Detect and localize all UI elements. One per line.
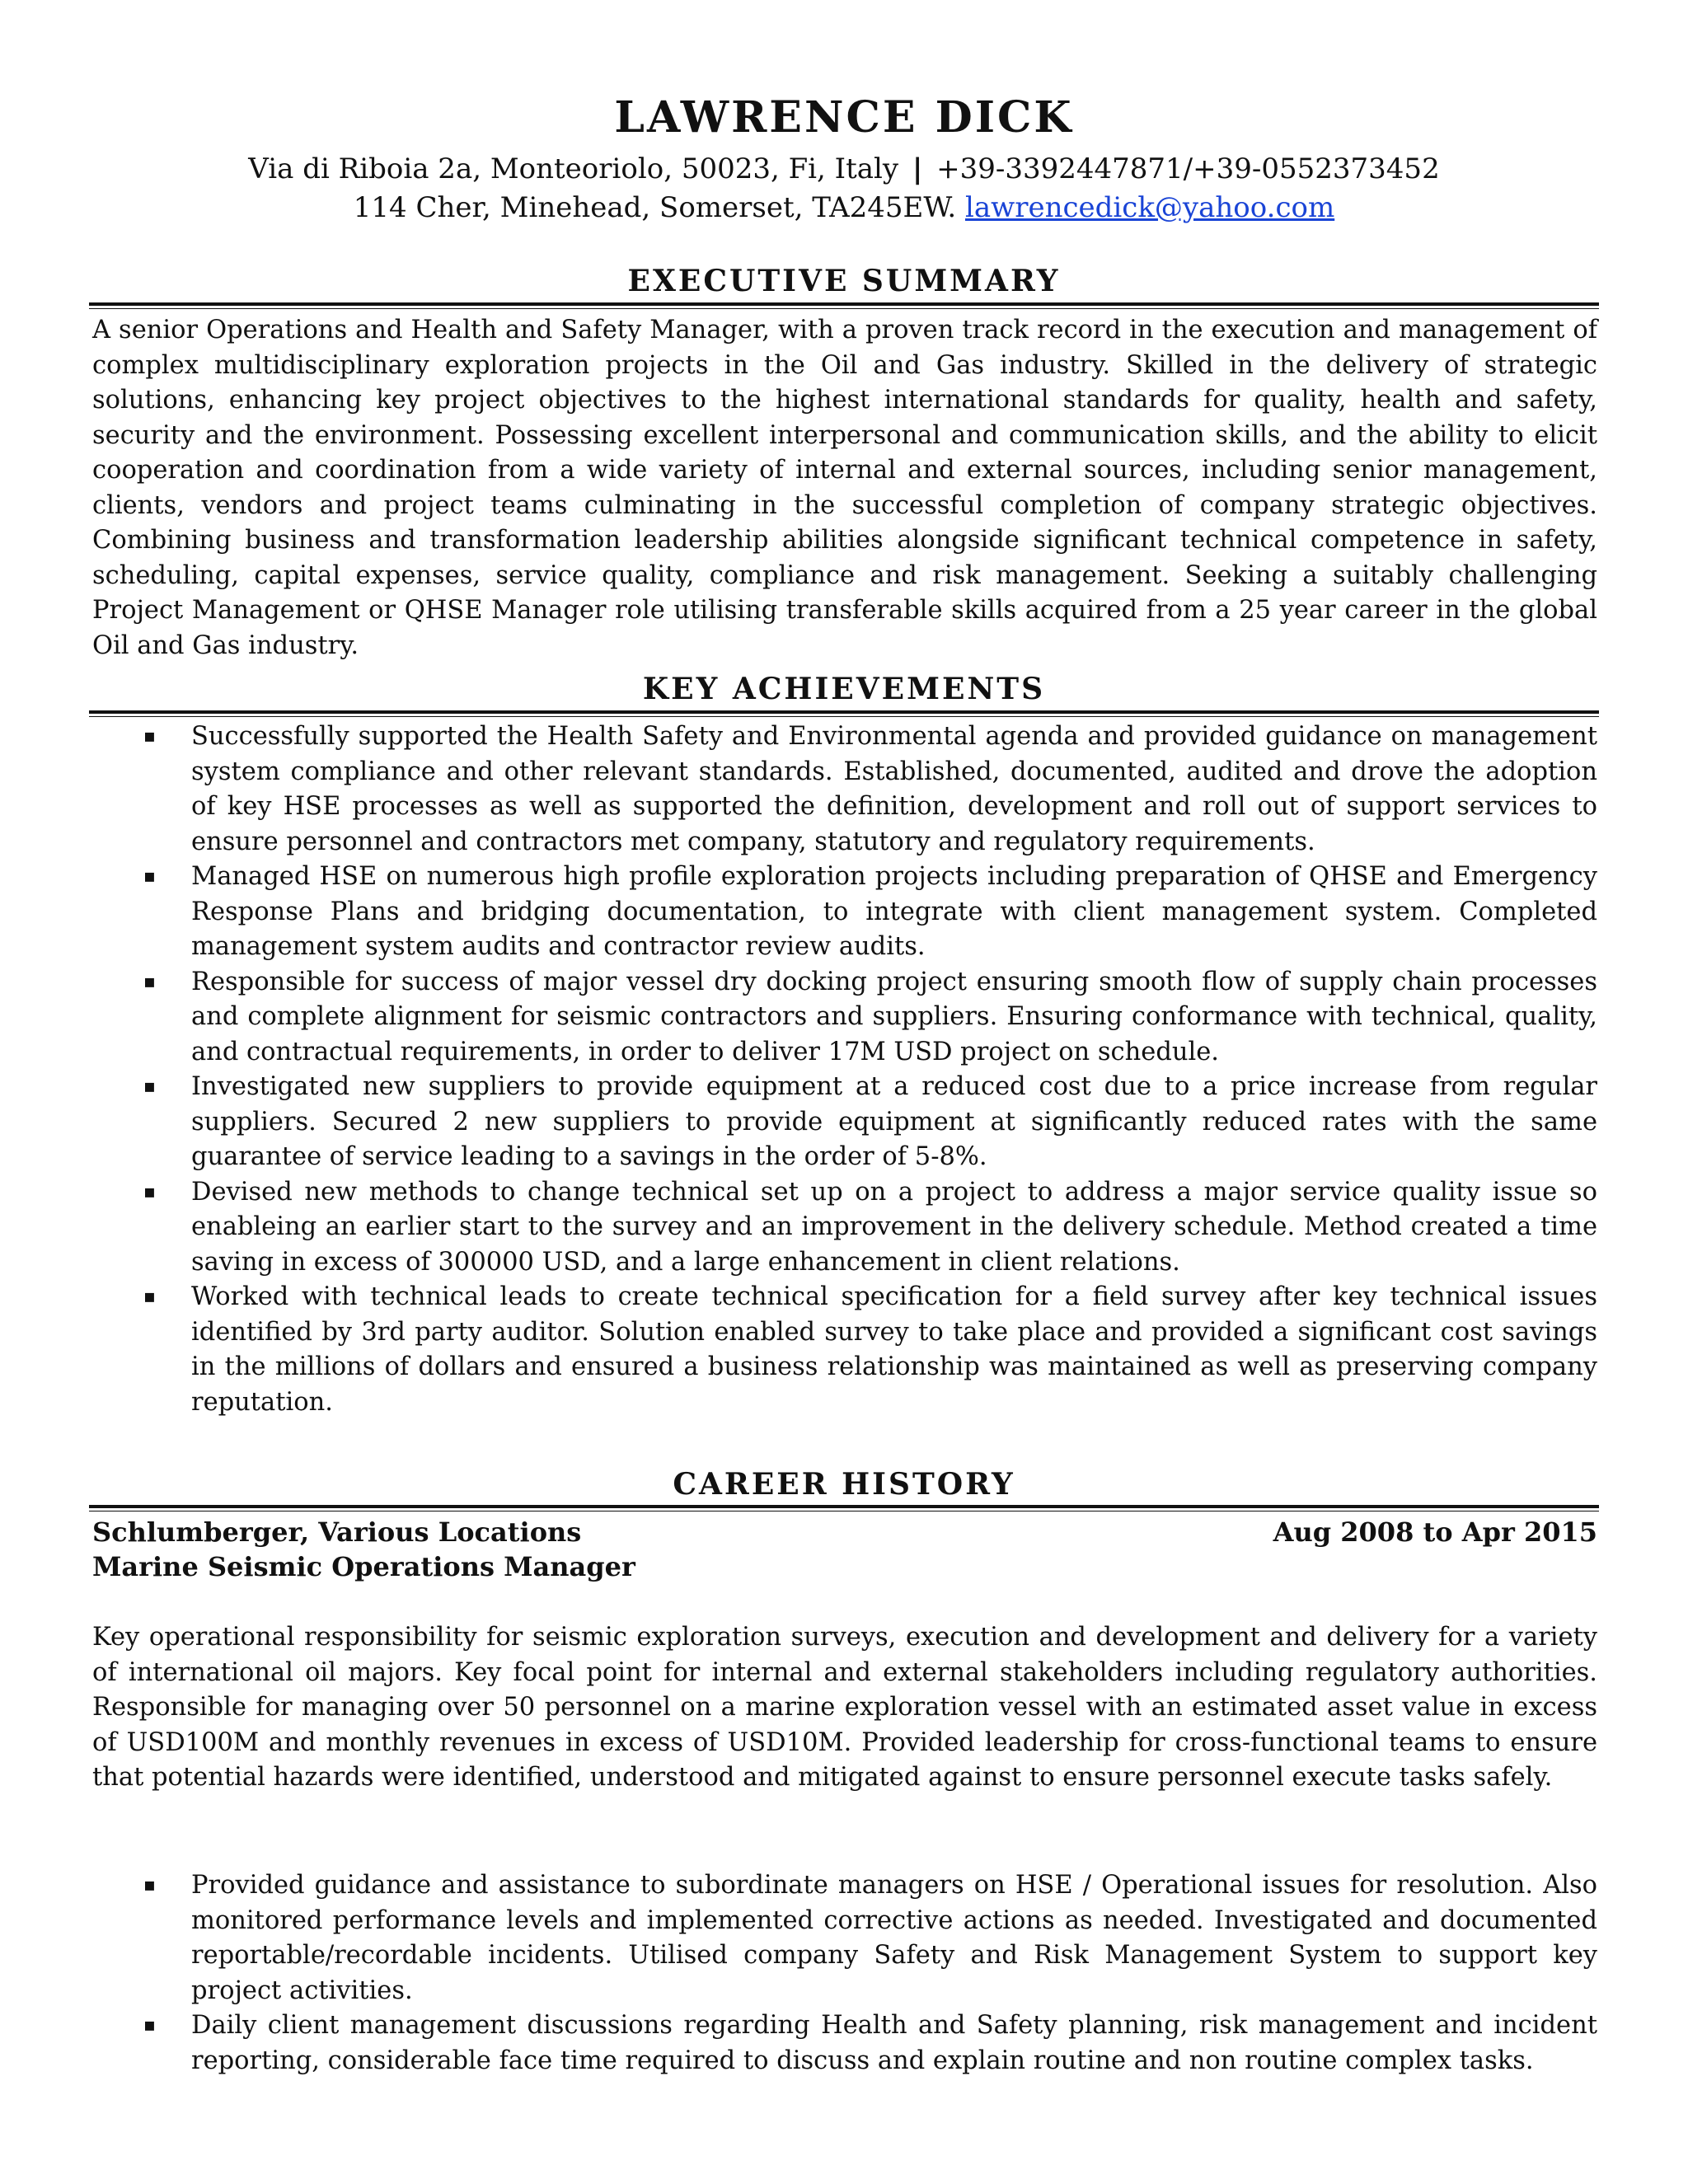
bullet-icon: ▪ (143, 971, 156, 992)
list-item (92, 1070, 1597, 1175)
achievement-text: Successfully supported the Health Safety and Environmental agenda and provided guidance on management system compliance and other relevant standards. Established, documented, audited and drove the adoption of key HSE processes as well as supported the definition, development and roll out of support services to ensure personnel and contractors met company, statutory and regulatory requirements. (191, 722, 1597, 856)
bullet-icon: ▪ (143, 1875, 156, 1896)
list-item (92, 1868, 1597, 2008)
list-item (92, 719, 1597, 860)
section-rule (89, 710, 1599, 717)
contact-line-1 (0, 150, 1688, 188)
bullet-icon: ▪ (143, 1181, 156, 1202)
email-link[interactable]: lawrencedick@yahoo.com (964, 191, 1335, 224)
list-item (92, 2008, 1597, 2079)
bullet-icon: ▪ (143, 2015, 156, 2036)
achievement-text: Worked with technical leads to create technical specification for a field survey after key technical issues identified by 3rd party auditor. Solution enabled survey to take place and provided a significant cost savings in the millions of dollars and ensured a business relationship was maintained as well as preserving company reputation. (191, 1282, 1597, 1417)
section-rule (89, 1505, 1599, 1511)
job-description: Key operational responsibility for seismic exploration surveys, execution and development and delivery for a variety of international oil majors. Key focal point for internal and external stakeholders including regulatory authorities. Responsible for managing over 50 personnel on a marine exploration vessel with an estimated asset value in excess of USD100M and monthly revenues in excess of USD10M. Provided leadership for cross-functional teams to ensure that potential hazards were identified, understood and mitigated against to ensure personnel execute tasks safely. (92, 1623, 1597, 1792)
achievement-text: Managed HSE on numerous high profile exploration projects including preparation of QHSE and Emergency Response Plans and bridging documentation, to integrate with client management system. Completed management system audits and contractor review audits. (191, 862, 1597, 961)
achievement-text: Responsible for success of major vessel dry docking project ensuring smooth flow of supply chain processes and complete alignment for seismic contractors and suppliers. Ensuring conformance with technical, quality, and contractual requirements, in order to deliver 17M USD project on schedule. (191, 967, 1597, 1066)
contact-line-2 (0, 189, 1688, 227)
achievements-list (92, 719, 1597, 1420)
section-rule (89, 302, 1599, 309)
list-item (92, 860, 1597, 965)
achievement-text: Devised new methods to change technical set up on a project to address a major service quality issue so enableing an earlier start to the survey and an improvement in the delivery schedule. Method created a time saving in excess of 300000 USD, and a large enhancement in client relations. (191, 1177, 1597, 1277)
job-bullets-list (92, 1868, 1597, 2079)
executive-summary-heading: EXECUTIVE SUMMARY (627, 264, 1061, 298)
bullet-icon: ▪ (143, 1286, 156, 1307)
list-item (92, 965, 1597, 1071)
achievement-text: Investigated new suppliers to provide equipment at a reduced cost due to a price increase from regular suppliers. Secured 2 new suppliers to provide equipment at significantly reduced rates with the same guarantee of service leading to a savings in the order of 5-8%. (191, 1072, 1597, 1171)
career-history-heading: CAREER HISTORY (673, 1467, 1015, 1502)
job-dates: Aug 2008 to Apr 2015 (1273, 1516, 1597, 1548)
job-title: Marine Seismic Operations Manager (92, 1551, 635, 1582)
list-item (92, 1280, 1597, 1420)
contact-separator: | (912, 152, 923, 185)
address-uk: 114 Cher, Minehead, Somerset, TA245EW. (353, 191, 957, 224)
phone-numbers: +39-3392447871/+39-0552373452 (936, 152, 1440, 185)
bullet-icon: ▪ (143, 1076, 156, 1097)
job-bullet-text: Daily client management discussions regarding Health and Safety planning, risk management and incident reporting, considerable face time required to discuss and explain routine and non routine complex tasks. (191, 2011, 1597, 2075)
executive-summary-text: A senior Operations and Health and Safety Manager, with a proven track record in the execution and management of complex multidisciplinary exploration projects in the Oil and Gas industry. Skilled in the delivery of strategic solutions, enhancing key project objectives to the highest international standards for quality, health and safety, security and the environment. Possessing excellent interpersonal and communication skills, and the ability to elicit cooperation and coordination from a wide variety of internal and external sources, including senior management, clients, vendors and project teams culminating in the successful completion of company strategic objectives. Combining business and transformation leadership abilities alongside significant technical competence in safety, scheduling, capital expenses, service quality, compliance and risk management. Seeking a suitably challenging Project Management or QHSE Manager role utilising transferable skills acquired from a 25 year career in the global Oil and Gas industry. (92, 316, 1597, 660)
job-bullet-text: Provided guidance and assistance to subordinate managers on HSE / Operational issues for resolution. Also monitored performance levels and implemented corrective actions as needed. Investigated and documented reportable/recordable incidents. Utilised company Safety and Risk Management System to support key project activities. (191, 1871, 1597, 2005)
job-company-row (92, 1515, 1597, 1549)
bullet-icon: ▪ (143, 726, 156, 747)
list-item (92, 1175, 1597, 1281)
address-italy: Via di Riboia 2a, Monteoriolo, 50023, Fi, Italy (248, 152, 899, 185)
candidate-name: LAWRENCE DICK (614, 92, 1074, 143)
key-achievements-heading: KEY ACHIEVEMENTS (642, 672, 1046, 706)
job-company: Schlumberger, Various Locations (92, 1516, 582, 1548)
bullet-icon: ▪ (143, 866, 156, 887)
